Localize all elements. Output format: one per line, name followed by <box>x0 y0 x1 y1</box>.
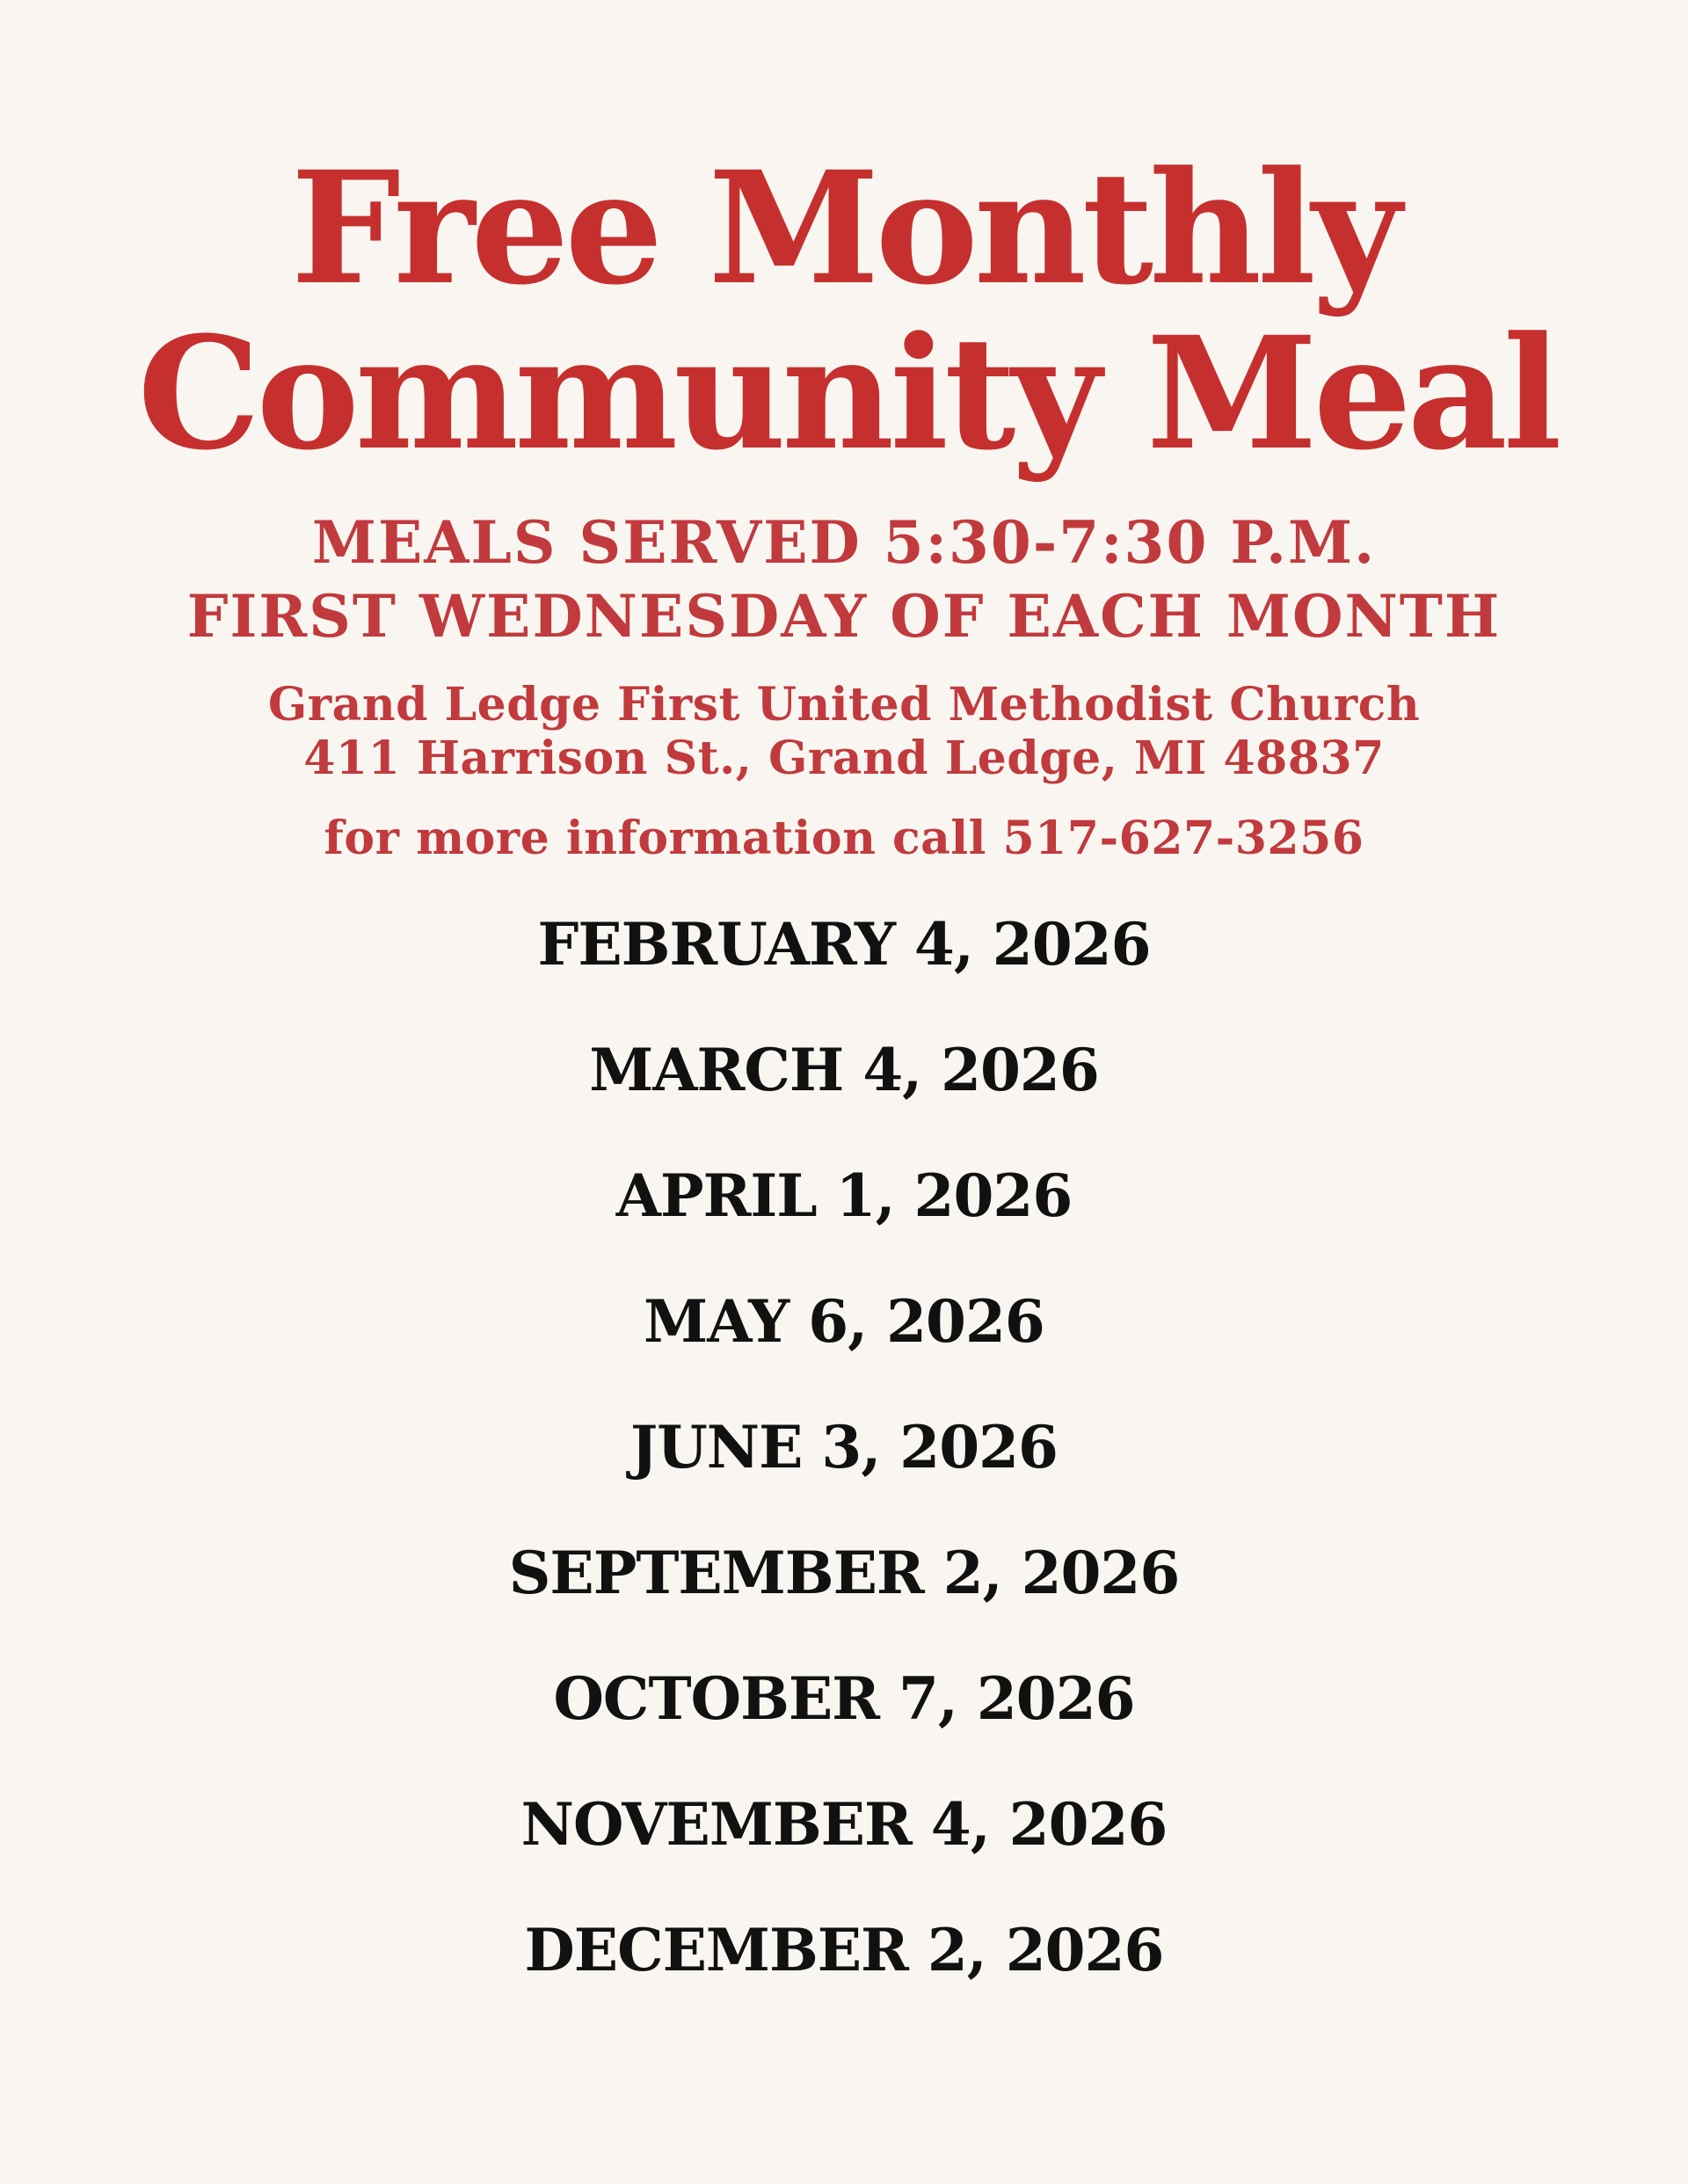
meal-schedule: FIRST WEDNESDAY OF EACH MONTH <box>186 582 1502 651</box>
title-line-2: Community Meal <box>137 302 1558 484</box>
date-item: MAY 6, 2026 <box>644 1287 1044 1356</box>
date-item: MARCH 4, 2026 <box>589 1036 1099 1104</box>
date-item: APRIL 1, 2026 <box>615 1161 1073 1230</box>
date-item: NOVEMBER 4, 2026 <box>520 1790 1168 1859</box>
date-item: SEPTEMBER 2, 2026 <box>508 1539 1180 1607</box>
contact-info: for more information call 517-627-3256 <box>324 812 1364 865</box>
venue-name: Grand Ledge First United Methodist Church <box>267 678 1421 732</box>
date-item: DECEMBER 2, 2026 <box>524 1916 1164 1984</box>
date-item: JUNE 3, 2026 <box>630 1413 1058 1481</box>
meal-time: MEALS SERVED 5:30-7:30 P.M. <box>311 508 1377 577</box>
date-item: FEBRUARY 4, 2026 <box>537 910 1151 979</box>
venue-address: 411 Harrison St., Grand Ledge, MI 48837 <box>303 732 1385 785</box>
date-item: OCTOBER 7, 2026 <box>553 1664 1135 1733</box>
title-line-1: Free Monthly <box>290 137 1398 319</box>
